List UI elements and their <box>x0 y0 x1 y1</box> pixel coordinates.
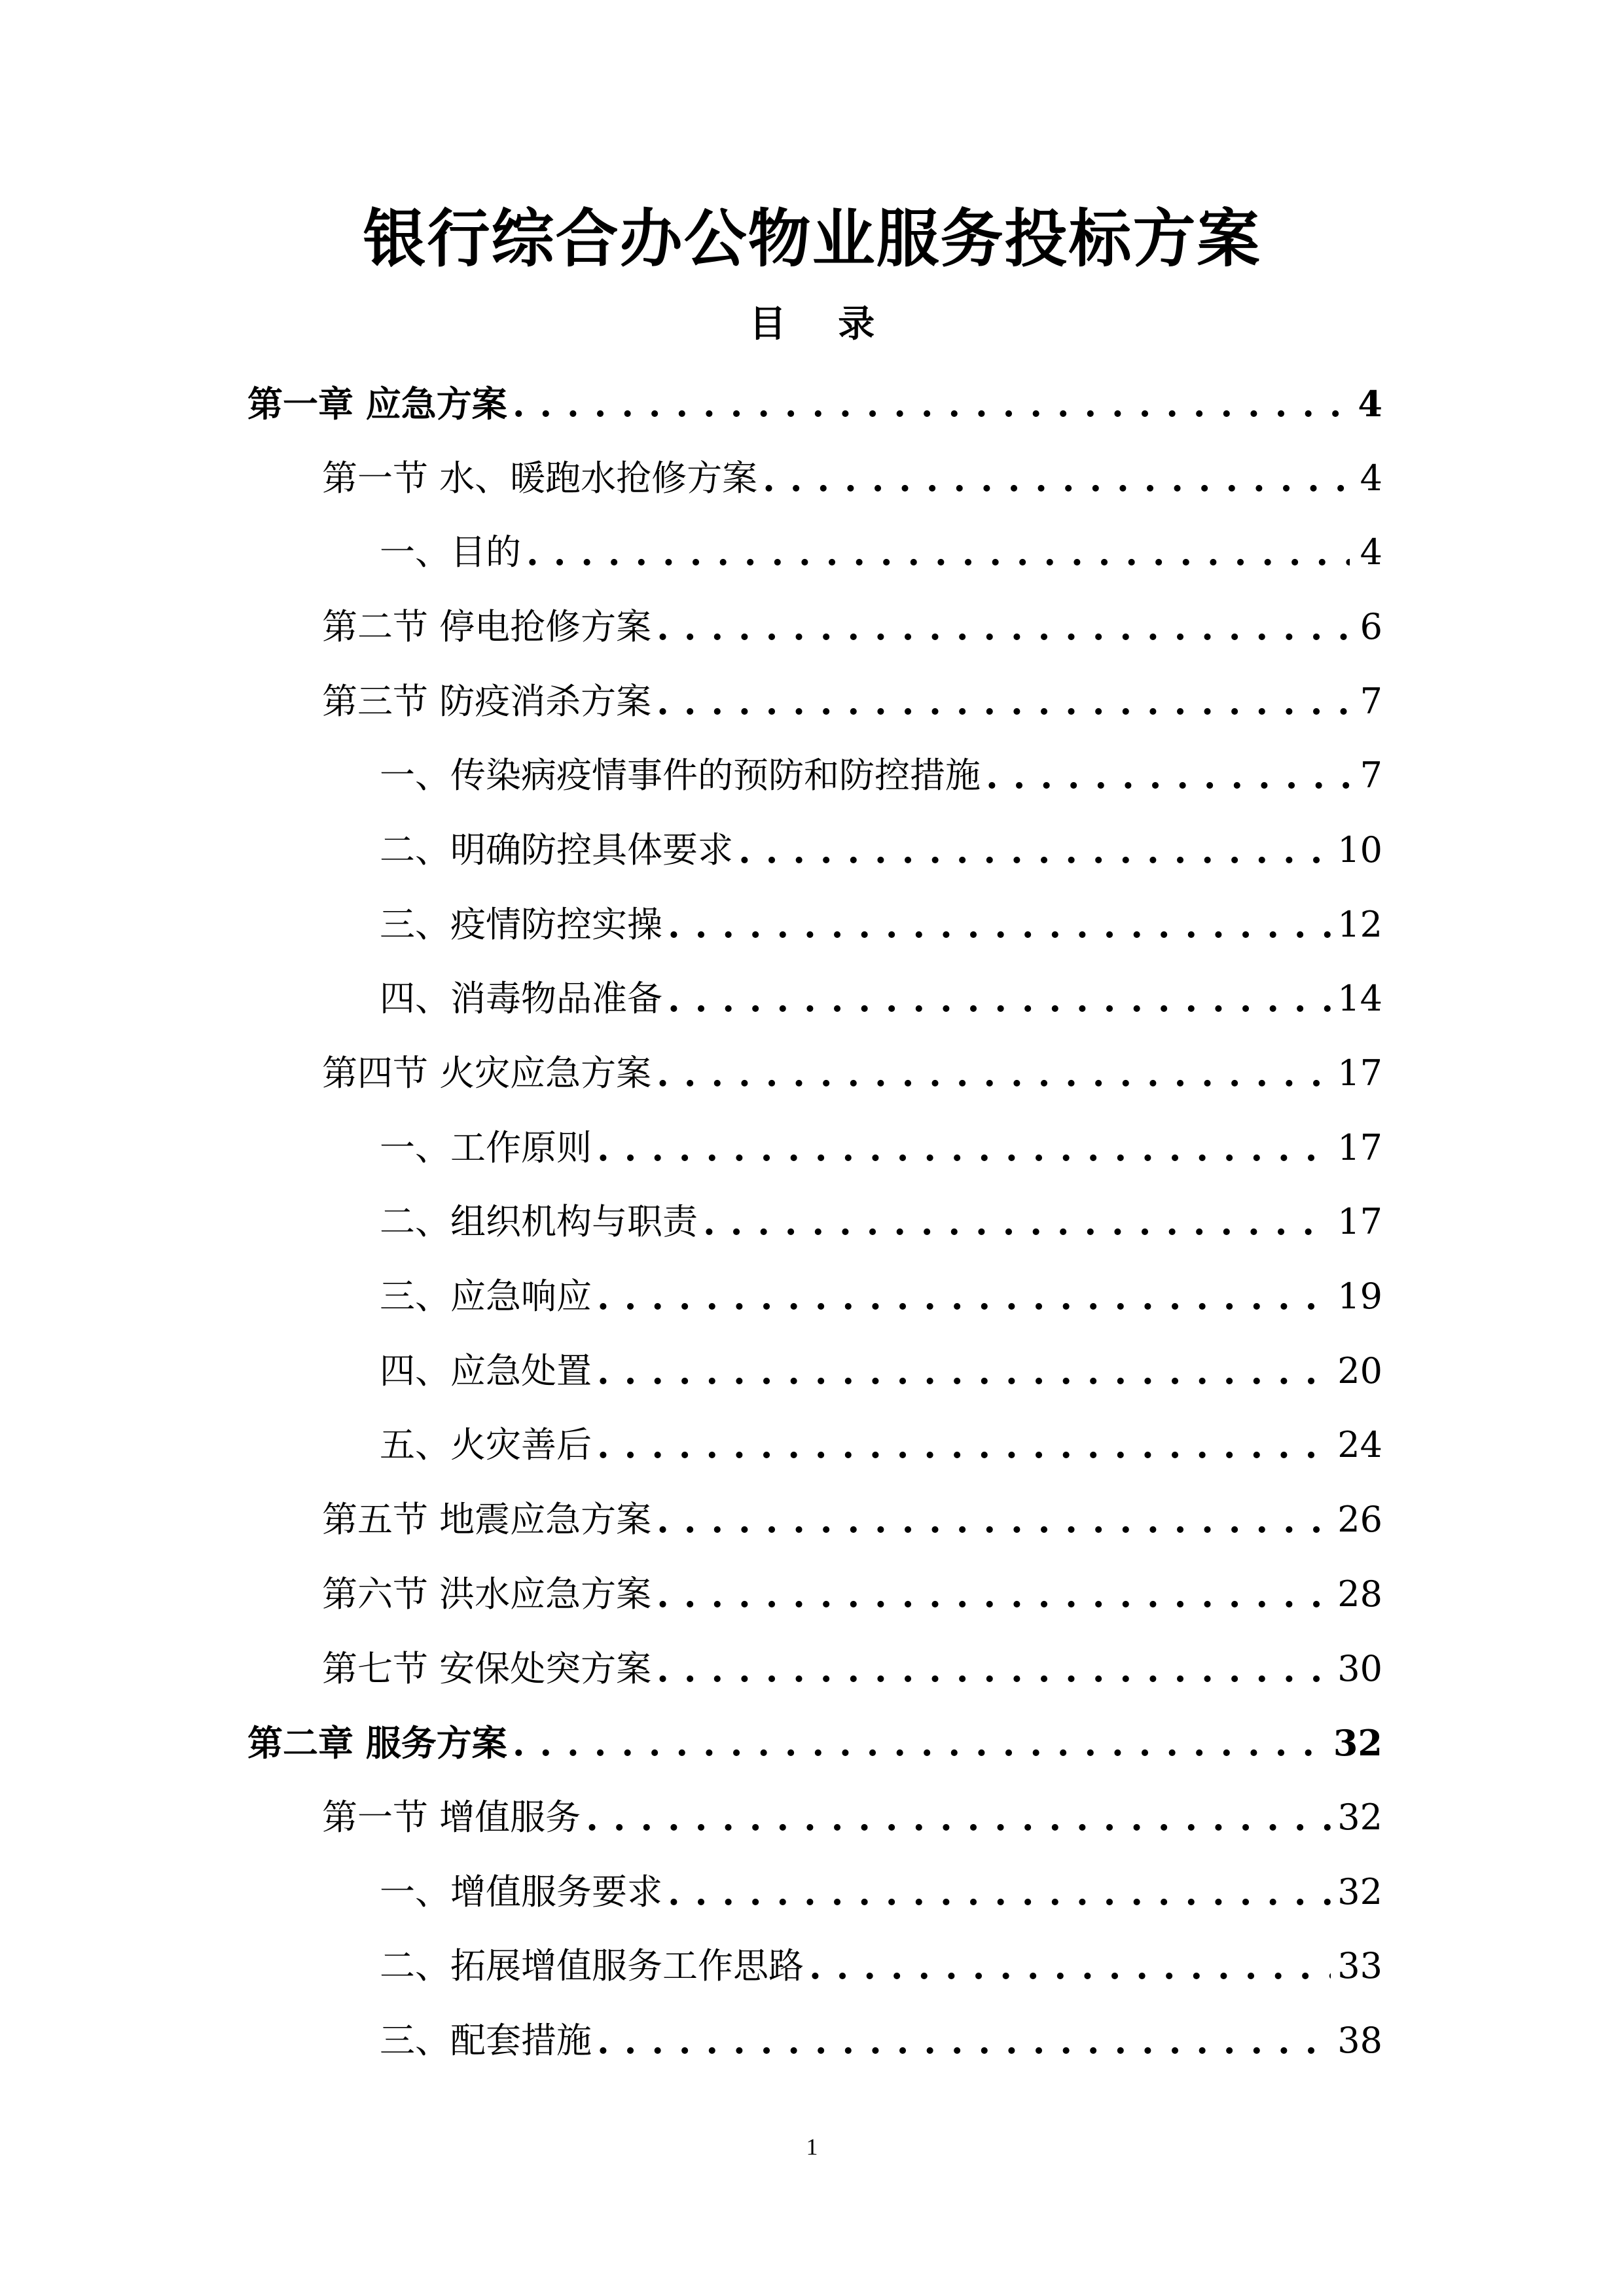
toc-dot-leader <box>597 1419 1331 1471</box>
toc-entry-page: 14 <box>1337 978 1382 1020</box>
toc-entry-page: 4 <box>1360 531 1382 573</box>
toc-dot-leader <box>597 1270 1331 1323</box>
toc-entry[interactable] <box>0 664 1624 739</box>
toc-dot-leader <box>703 1196 1331 1248</box>
toc-dot-leader <box>668 1866 1331 1918</box>
toc-entry-label: 三、配套措施 <box>380 2019 592 2061</box>
toc-entry-page: 30 <box>1337 1647 1382 1689</box>
toc-dot-leader <box>657 601 1350 653</box>
toc-entry[interactable] <box>0 1482 1624 1557</box>
toc-entry-page: 10 <box>1337 829 1382 870</box>
toc-entry[interactable] <box>0 1408 1624 1483</box>
toc-entry[interactable] <box>0 590 1624 664</box>
toc-entry-label: 五、火灾善后 <box>380 1424 592 1466</box>
document-title: 银行综合办公物业服务投标方案 <box>363 202 1261 276</box>
toc-entry-label: 四、应急处置 <box>380 1350 592 1391</box>
toc-entry-page: 4 <box>1358 382 1382 425</box>
toc-entry-page: 7 <box>1360 680 1382 722</box>
page-number: 1 <box>806 2134 818 2160</box>
toc-entry-label: 第三节 防疫消杀方案 <box>322 680 652 722</box>
toc-entry[interactable] <box>0 1334 1624 1408</box>
toc-entry-page: 4 <box>1360 457 1382 499</box>
toc-entry-page: 33 <box>1337 1945 1382 1987</box>
toc-dot-leader <box>597 1122 1331 1174</box>
toc-dot-leader <box>668 899 1331 951</box>
toc-dot-leader <box>809 1940 1331 1992</box>
toc-dot-leader <box>657 675 1350 728</box>
toc-entry[interactable] <box>0 1185 1624 1260</box>
toc-entry-page: 19 <box>1337 1276 1382 1318</box>
toc-dot-leader <box>513 378 1350 430</box>
toc-entry[interactable] <box>0 813 1624 888</box>
toc-entry-label: 二、明确防控具体要求 <box>380 829 733 870</box>
toc-entry[interactable] <box>0 1632 1624 1706</box>
toc-entry[interactable] <box>0 1259 1624 1334</box>
toc-entry-label: 第一章 应急方案 <box>247 382 507 425</box>
toc-dot-leader <box>597 1345 1331 1397</box>
toc-dot-leader <box>657 1047 1331 1100</box>
toc-entry[interactable] <box>0 1929 1624 2003</box>
toc-dot-leader <box>657 1568 1331 1621</box>
toc-entry-page: 7 <box>1360 755 1382 797</box>
toc-dot-leader <box>526 526 1350 579</box>
toc-entry-page: 32 <box>1337 1871 1382 1912</box>
toc-entry[interactable] <box>0 888 1624 962</box>
toc-dot-leader <box>738 824 1331 876</box>
toc-dot-leader <box>986 749 1350 802</box>
toc-entry-label: 一、工作原则 <box>380 1126 592 1168</box>
toc-entry[interactable] <box>0 1557 1624 1632</box>
toc-entry[interactable] <box>0 367 1624 441</box>
toc-entry-page: 17 <box>1337 1201 1382 1243</box>
toc-entry-page: 17 <box>1337 1126 1382 1168</box>
toc-entry-page: 38 <box>1337 2019 1382 2061</box>
toc-entry-page: 32 <box>1337 1796 1382 1838</box>
toc-entry-page: 12 <box>1337 903 1382 945</box>
toc-entry[interactable] <box>0 1036 1624 1111</box>
toc-entry[interactable] <box>0 2003 1624 2078</box>
toc-entry[interactable] <box>0 738 1624 813</box>
toc-entry-label: 第六节 洪水应急方案 <box>322 1573 652 1615</box>
toc-dot-leader <box>586 1791 1331 1844</box>
toc-entry[interactable] <box>0 962 1624 1037</box>
toc-entry-label: 二、拓展增值服务工作思路 <box>380 1945 804 1987</box>
toc-dot-leader <box>597 2015 1331 2067</box>
toc-dot-leader <box>763 452 1350 505</box>
toc-entry-page: 28 <box>1337 1573 1382 1615</box>
toc-entry-label: 二、组织机构与职责 <box>380 1201 698 1243</box>
toc-entry-page: 24 <box>1337 1424 1382 1466</box>
toc-entry[interactable] <box>0 441 1624 516</box>
toc-entry-label: 第二章 服务方案 <box>247 1722 507 1765</box>
toc-dot-leader <box>513 1717 1327 1769</box>
toc-entry[interactable] <box>0 1855 1624 1929</box>
table-of-contents <box>0 367 1624 2078</box>
toc-entry-label: 一、传染病疫情事件的预防和防控措施 <box>380 755 981 797</box>
toc-entry[interactable] <box>0 1706 1624 1780</box>
toc-entry-page: 17 <box>1337 1052 1382 1094</box>
toc-heading: 目 录 <box>749 302 895 346</box>
toc-entry-label: 第二节 停电抢修方案 <box>322 605 652 647</box>
toc-entry[interactable] <box>0 1780 1624 1855</box>
toc-entry-label: 第一节 增值服务 <box>322 1796 581 1838</box>
toc-entry[interactable] <box>0 515 1624 590</box>
toc-entry-page: 26 <box>1337 1499 1382 1541</box>
toc-entry-page: 32 <box>1333 1722 1382 1765</box>
toc-entry-label: 三、疫情防控实操 <box>380 903 662 945</box>
toc-entry-label: 一、增值服务要求 <box>380 1871 662 1912</box>
toc-dot-leader <box>657 1494 1331 1546</box>
toc-entry[interactable] <box>0 1111 1624 1185</box>
toc-entry-label: 三、应急响应 <box>380 1276 592 1318</box>
toc-dot-leader <box>668 973 1331 1025</box>
toc-dot-leader <box>657 1643 1331 1695</box>
toc-entry-label: 一、目的 <box>380 531 521 573</box>
toc-entry-label: 第一节 水、暖跑水抢修方案 <box>322 457 758 499</box>
toc-entry-label: 第四节 火灾应急方案 <box>322 1052 652 1094</box>
toc-entry-page: 20 <box>1337 1350 1382 1391</box>
toc-entry-label: 第七节 安保处突方案 <box>322 1647 652 1689</box>
toc-entry-label: 第五节 地震应急方案 <box>322 1499 652 1541</box>
toc-entry-page: 6 <box>1360 605 1382 647</box>
toc-entry-label: 四、消毒物品准备 <box>380 978 662 1020</box>
